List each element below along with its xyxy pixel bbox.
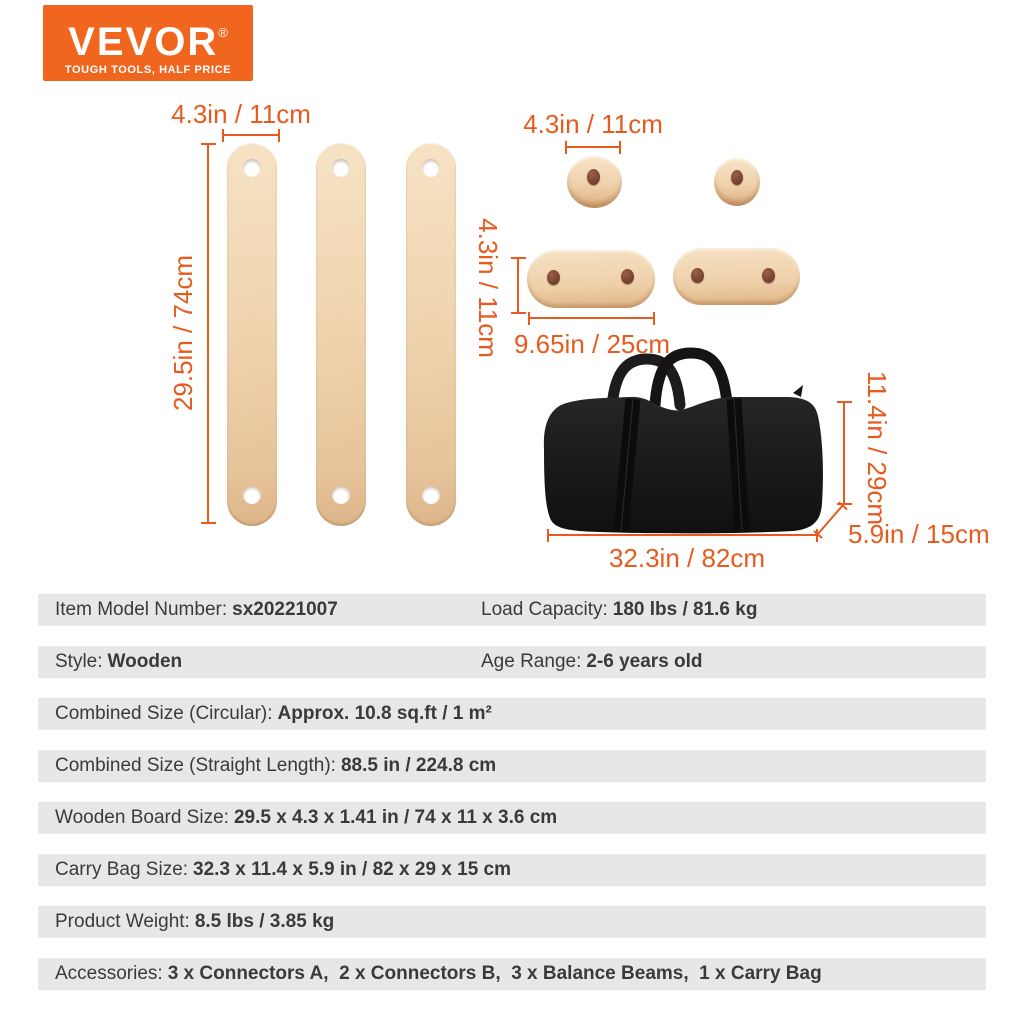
brand-tagline: TOUGH TOOLS, HALF PRICE [64, 64, 232, 76]
connector-peg [762, 268, 775, 283]
spec-value: Wooden [107, 651, 183, 672]
vevor-logo [43, 5, 253, 81]
dimension-line [843, 401, 845, 505]
spec-row-style-age [38, 646, 986, 678]
beam-hole-bottom [243, 486, 261, 504]
spec-label: Age Range: [481, 651, 582, 672]
connector-peg [547, 270, 560, 285]
spec-label: Load Capacity: [481, 599, 608, 620]
spec-label: Combined Size (Circular): [55, 703, 273, 724]
bag-body [544, 397, 823, 533]
balance-beam-2 [316, 143, 366, 526]
spec-label: Combined Size (Straight Length): [55, 755, 336, 776]
spec-value: sx20221007 [232, 599, 338, 620]
beam-hole-top [243, 159, 261, 177]
spec-label: Wooden Board Size: [55, 807, 229, 828]
dimension-line [517, 257, 519, 314]
spec-value: 29.5 x 4.3 x 1.41 in / 74 x 11 x 3.6 cm [233, 807, 558, 828]
spec-row-board-size [38, 802, 986, 834]
bag-zipper-pull [793, 385, 803, 397]
registered-mark: ® [218, 25, 228, 40]
dim-board-length: 29.5in / 74cm [168, 254, 198, 412]
connector-peg [691, 268, 704, 283]
balance-beam-3 [406, 143, 456, 526]
connector-peg [587, 169, 600, 185]
dim-bag-length: 32.3in / 82cm [608, 543, 766, 573]
dim-bag-depth: 5.9in / 15cm [848, 519, 990, 549]
dimension-line [565, 146, 621, 148]
spec-value: 88.5 in / 224.8 cm [340, 755, 497, 776]
dim-oval-connector-width: 4.3in / 11cm [473, 218, 503, 358]
spec-label: Carry Bag Size: [55, 859, 189, 880]
spec-row-accessories [38, 958, 986, 990]
spec-row-model-capacity [38, 594, 986, 626]
spec-value: 32.3 x 11.4 x 5.9 in / 82 x 29 x 15 cm [193, 859, 512, 880]
bag-handle-right [655, 353, 727, 405]
dim-board-width: 4.3in / 11cm [171, 99, 311, 129]
brand-name: VEVOR® [68, 20, 228, 64]
dimension-line [207, 143, 209, 524]
spec-label: Style: [55, 651, 103, 672]
spec-value: 8.5 lbs / 3.85 kg [194, 911, 335, 932]
connector-peg [731, 170, 743, 185]
spec-row-combined-circular [38, 698, 986, 730]
beam-hole-bottom [422, 486, 440, 504]
spec-value: Approx. 10.8 sq.ft / 1 m² [277, 703, 492, 724]
dimension-line [547, 534, 818, 536]
dim-oval-connector-length: 9.65in / 25cm [513, 329, 671, 359]
dimension-line [222, 134, 280, 136]
carry-bag [535, 345, 850, 545]
dim-bag-height: 11.4in / 29cm [862, 370, 892, 526]
beam-hole-top [332, 159, 350, 177]
spec-row-combined-straight [38, 750, 986, 782]
spec-label: Item Model Number: [55, 599, 228, 620]
balance-beam-1 [227, 143, 277, 526]
spec-row-bag-size [38, 854, 986, 886]
spec-value: 180 lbs / 81.6 kg [612, 599, 758, 620]
spec-label: Accessories: [55, 963, 163, 984]
dimension-line [528, 317, 655, 319]
beam-hole-top [422, 159, 440, 177]
beam-hole-bottom [332, 486, 350, 504]
spec-row-weight [38, 906, 986, 938]
spec-value: 2-6 years old [586, 651, 703, 672]
connector-peg [621, 269, 634, 284]
spec-label: Product Weight: [55, 911, 190, 932]
spec-value: 3 x Connectors A, 2 x Connectors B, 3 x Balance Beams, 1 x Carry Bag [167, 963, 822, 984]
dim-round-connector: 4.3in / 11cm [523, 109, 663, 139]
